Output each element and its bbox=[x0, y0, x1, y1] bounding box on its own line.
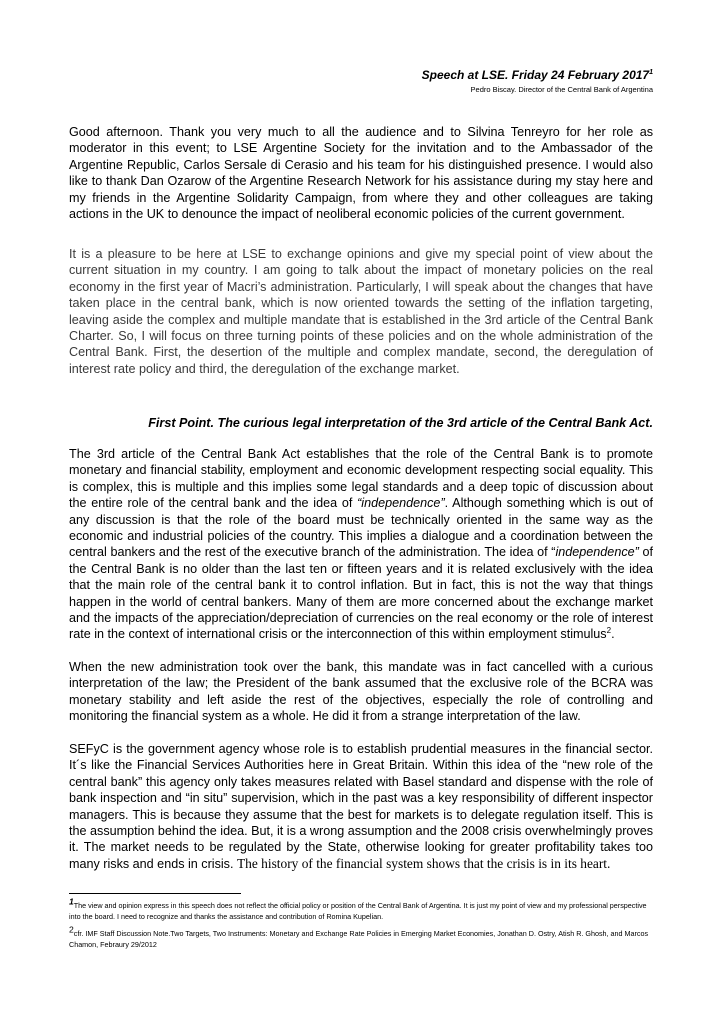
paragraph-greeting: Good afternoon. Thank you very much to all the audience and to Silvina Tenreyro for her role as moderator in this event; to LSE Argentine Society for the invitation and to the Ambassador of the Argentine Republic, Carlos Sersale di Cerasio and his team for his distinguished presence. I would also like to thank Dan Ozarow of the Argentine Research Network for his assistance during my stay here and my friends in the Argentine Solidarity Campaign, from where they and other colleagues are taking actions in the UK to denounce the impact of neoliberal economic policies of the current government. bbox=[69, 125, 653, 222]
footnote-1 bbox=[69, 896, 653, 922]
text-run: SEFyC is the government agency whose role is to establish prudential measures in the financial sector. It´s like the Financial Services Authorities here in Great Britain. Within this idea of the “new role of the central bank” this agency only takes measures related with Basel standard and dispense with the role of bank inspection and “in situ” supervision, which in the past was a key responsibility of different inspector managers. This is because they assume that the best for markets is to delegate regulation itself. This is the assumption behind the idea. But, it is a wrong assumption and the 2008 crisis overwhelmingly proves it. The market needs to be regulated by the State, otherwise looking for greater profitability takes too many risks and ends in crisis. bbox=[69, 742, 653, 871]
paragraph-new-administration: When the new administration took over the bank, this mandate was in fact cancelled with a curious interpretation of the law; the President of the bank assumed that the exclusive role of the BCRA was monetary stability and left aside the rest of the objectives, especially the role of controlling and monitoring the financial system as a whole. He did it from a strange interpretation of the law. bbox=[69, 660, 653, 724]
text-run: . Although something which is out of any discussion is that the role of the board must be technically oriented in the same way as the economic and industrial policies of the country. This implies a dialogue and a coordination between the central bankers and the rest of the executive branch of the administration. The idea of “ bbox=[69, 496, 654, 560]
title-footnote-ref: 1 bbox=[649, 69, 653, 76]
footnote-2 bbox=[69, 924, 653, 950]
paragraph-sefyc bbox=[69, 741, 653, 872]
footnote-text: cfr. IMF Staff Discussion Note.Two Targets, Two Instruments: Monetary and Exchange Rate Policies in Emerging Market Economies, Jonathan D. Ostry, Atish R. Ghosh, and Marcos Chamon, Febraury 29/2012 bbox=[69, 929, 649, 950]
speech-author: Pedro Biscay. Director of the Central Bank of Argentina bbox=[470, 85, 653, 94]
text-run: . bbox=[611, 627, 615, 642]
footnote-text: The view and opinion express in this speech does not reflect the official policy or position of the Central Bank of Argentina. It is just my point of view and my professional perspective into the board. I need to recognize and thanks the assistance and contribution of Romina Kupelian. bbox=[69, 901, 647, 922]
text-run: The 3rd article of the Central Bank Act establishes that the role of the Central Bank is to promote monetary and financial stability, employment and economic development respecting social equality. This is complex, this is multiple and this implies some legal standards and a deep topic of discussion about the entire role of the central bank and the idea of bbox=[69, 447, 653, 511]
footnote-separator bbox=[69, 893, 241, 894]
emphasis-independence: independence” bbox=[555, 545, 639, 560]
emphasis-independence: “independence” bbox=[357, 496, 445, 511]
text-run-serif: The history of the financial system shows that the crisis is in its heart. bbox=[236, 855, 611, 871]
speech-title bbox=[422, 68, 653, 82]
paragraph-central-bank-act bbox=[69, 446, 653, 643]
footnote-marker: 2 bbox=[69, 924, 74, 935]
paragraph-introduction: It is a pleasure to be here at LSE to exchange opinions and give my special point of view about the current situation in my country. I am going to talk about the impact of monetary policies on the real economy in the first year of Macri’s administration. Particularly, I will speak about the changes that have taken place in the central bank, which is now oriented towards the setting of the inflation targeting, leaving aside the complex and multiple mandate that is established in the 3rd article of the Central Bank Charter. So, I will focus on three turning points of these policies and on the whole administration of the Central Bank. First, the desertion of the multiple and complex mandate, second, the deregulation of interest rate policy and third, the deregulation of the exchange market. bbox=[69, 247, 653, 376]
text-run: of the Central Bank is no older than the last ten or fifteen years and it is related exclusively with the idea that the main role of the central bank it to control inflation. But in fact, this is not the way that things happen in the world of central bankers. Many of them are more concerned about the exchange market and the impacts of the appreciation/depreciation of currencies on the real economy or the role of interest rate in the context of international crisis or the interconnection of this within employment stimulus bbox=[69, 545, 653, 642]
footnote-ref-2: 2 bbox=[606, 626, 612, 636]
section-heading: First Point. The curious legal interpretation of the 3rd article of the Central Bank Act. bbox=[148, 416, 653, 430]
footnote-marker: 1 bbox=[69, 896, 74, 907]
speech-title-text: Speech at LSE. Friday 24 February 2017 bbox=[421, 68, 650, 82]
